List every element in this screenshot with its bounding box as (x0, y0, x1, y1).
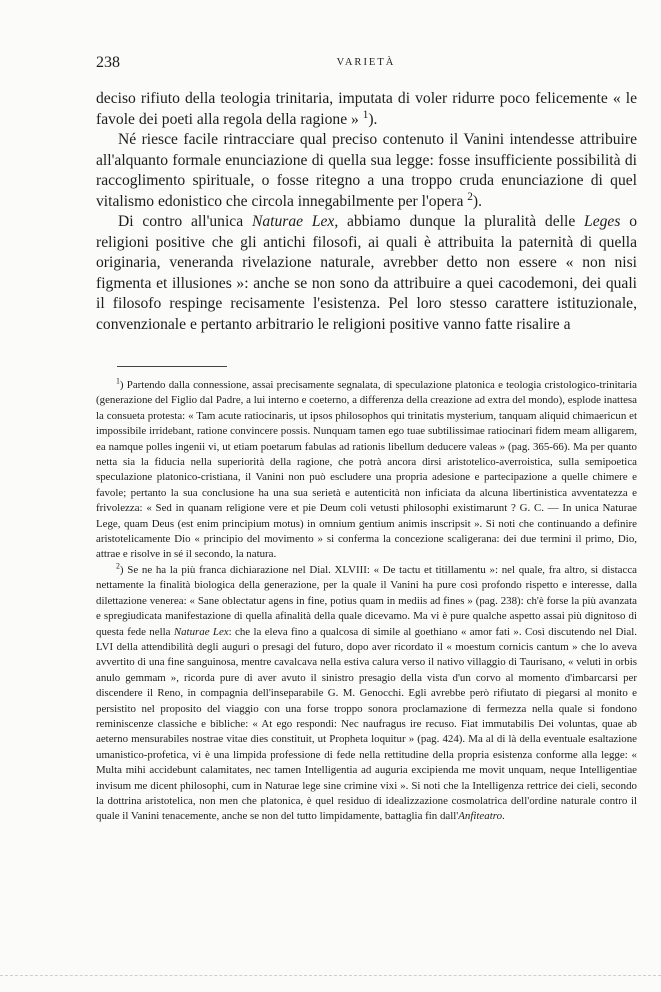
page-header (96, 54, 636, 76)
main-text (96, 89, 637, 335)
paragraph: Né riesce facile rintracciare qual preciso contenuto il Vanini intendesse attribuire all'alquanto formale enunciazione di quella sua legge: fosse insufficiente possibilità di raccoglimento spirituale, o fosse ritegno a una troppo cruda enunciazione di quel vitalismo edonistico che circola innegabilmente per l'opera $^2$). (96, 131, 637, 210)
scan-edge (0, 975, 661, 976)
running-title: VARIETÀ (336, 57, 396, 68)
footnote-ref-2: 2 (467, 190, 473, 203)
footnote-1: $^1$) Partendo dalla connessione, assai precisamente segnalata, di speculazione platonica e teologia cristologico-trinitaria (generazione del Figlio dal Padre, a lui interno e coeterno, a differenza della creazione ad extra del mondo), esplode inattesa la consueta protesta: « Tam acute ratiocinaris, ut ipsos philosophos qui trinitatis mysterium, tanquam aliquid chimaericun et impossibile irridebant, ratione convincere possis. Nunquam tamen ego tuae subtilissimae ratiocinari fidem meam alligarem, ea namque polles ingenii vi, ut etiam poetarum fabulas ad rationis libellum deducere valeas » (pag. 365-66). Ma per quanto netta sia la fiducia nella superiorità della ragione, che potrà ancora dirsi aristotelico-averroistica, sulla semipoetica speculazione platonico-cristiana, il Vanini non può escludere una propria adesione e partecipazione a quelle chimere e favole; pertanto la sua conclusione ha una sua serietà e autenticità non inficiata da alcuna libertinistica avventatezza e frivolezza: « Sed in quanam religione vere et pie Deum coli vetusti philosophi existimarunt ? G. C. — In unica Naturae Lege, quam Deus (est enim principium motus) in omnium gentium animis inscripsit ». Si noti che continuando a definire aristotelicamente Dio « principio del movimento » si conferma la concezione scaligerana: dei due termini il primo, Dio, attrae e risolve in sé il secondo, la natura. (96, 376, 637, 561)
footnote-number: 1 (116, 376, 120, 386)
italic-term: Naturae Lex (251, 213, 335, 230)
page-number: 238 (96, 54, 120, 71)
paragraph: Di contro all'unica Naturae Lex, abbiamo dunque la pluralità delle Leges o religioni positive che gli antichi filosofi, ai quali è attribuita la paternità di quella originaria, veneranda rivelazione naturale, avrebber detto non essere « non nisi figmenta et illusiones »: anche se non sono da attribuire a quei cacodemoni, dei quali il filosofo respinge recisamente l'esistenza. Pel loro stesso carattere istituzionale, convenzionale e pertanto arbitrario le religioni positive vanno fatte risalire a (96, 213, 637, 333)
footnote-ref-1: 1 (362, 108, 369, 121)
footnote-separator (117, 366, 227, 367)
footnote-number: 2 (116, 561, 120, 571)
footnote-2: $^2$) Se ne ha la più franca dichiarazione nel Dial. XLVIII: « De tactu et titillamentu »: nel quale, fra altro, si distacca nettamente la finalità biologica della generazione, per la quale il Vanini ha pure così profondo rispetto e interesse, dalla dilettazione venerea: « Sane oblectatur agens in fine, potius quam in mediis ad fines » (pag. 238): ch'è forse la più avanzata e spregiudicata manifestazione di quella afinalità della quale dicevamo. Ma vi è pure qualche aspetto assai più dignitoso di questa fede nella Naturae Lex: che la eleva fino a qualcosa di simile al goethiano « amor fati ». Così discutendo nel Dial. LVI della attendibilità degli auguri o presagi del futuro, dopo aver ricordato il « moestum cornicis cantum » che lo aveva avvertito di una fine sanguinosa, mentre cavalcava nella estiva calura verso il nativo villaggio di Taurisano, « veluti in orbis anulo gemmam », ricorda pure di aver avuto il sinistro presagio della vista d'un corvo al momento d'imbarcarsi per discendere il Reno, in compagnia dell'inseparabile G. M. Genocchi. Egli avrebbe però rifiutato di piegarsi al monito e persistito nel proposito del viaggio con una forse troppo sonora proclamazione di fermezza nella quale si fondono reminiscenze classiche e bibliche: « At ego respondi: Nec naufragus ire recuso. Fiat immutabilis Dei voluntas, quae ab aeterno mensurabiles nostrae vitae dies constituit, ut Propheta loquitur » (pag. 424). Ma al di là della eventuale esaltazione umanistico-profetica, vi è una limpida professione di fede nella rettitudine della propria esistenza conforme alla legge: « Multa mihi accidebunt calamitates, nec tamen Intelligentia ad auguria excipienda me movit unquam, neque Intelligentiae invisum me dicent philosophi, cum in Naturae lege sine crimine vixi ». Si noti che la Intelligenza rettrice dei cieli, secondo la dottrina aristotelica, non men che platonica, è quel residuo di idealizzazione cosmolatrica dell'ordine naturale contro il quale il Vanini tenacemente, anche se non del tutto limpidamente, battaglia fin dall'Anfiteatro. (96, 561, 637, 823)
italic-term: Leges (584, 213, 621, 230)
italic-term: Naturae Lex (173, 625, 229, 638)
italic-term: Anfiteatro (458, 810, 503, 823)
paragraph: deciso rifiuto della teologia trinitaria, imputata di voler ridurre poco felicemente « le favole dei poeti alla regola della ragione » $^1$). (96, 90, 637, 128)
footnotes (96, 378, 637, 825)
